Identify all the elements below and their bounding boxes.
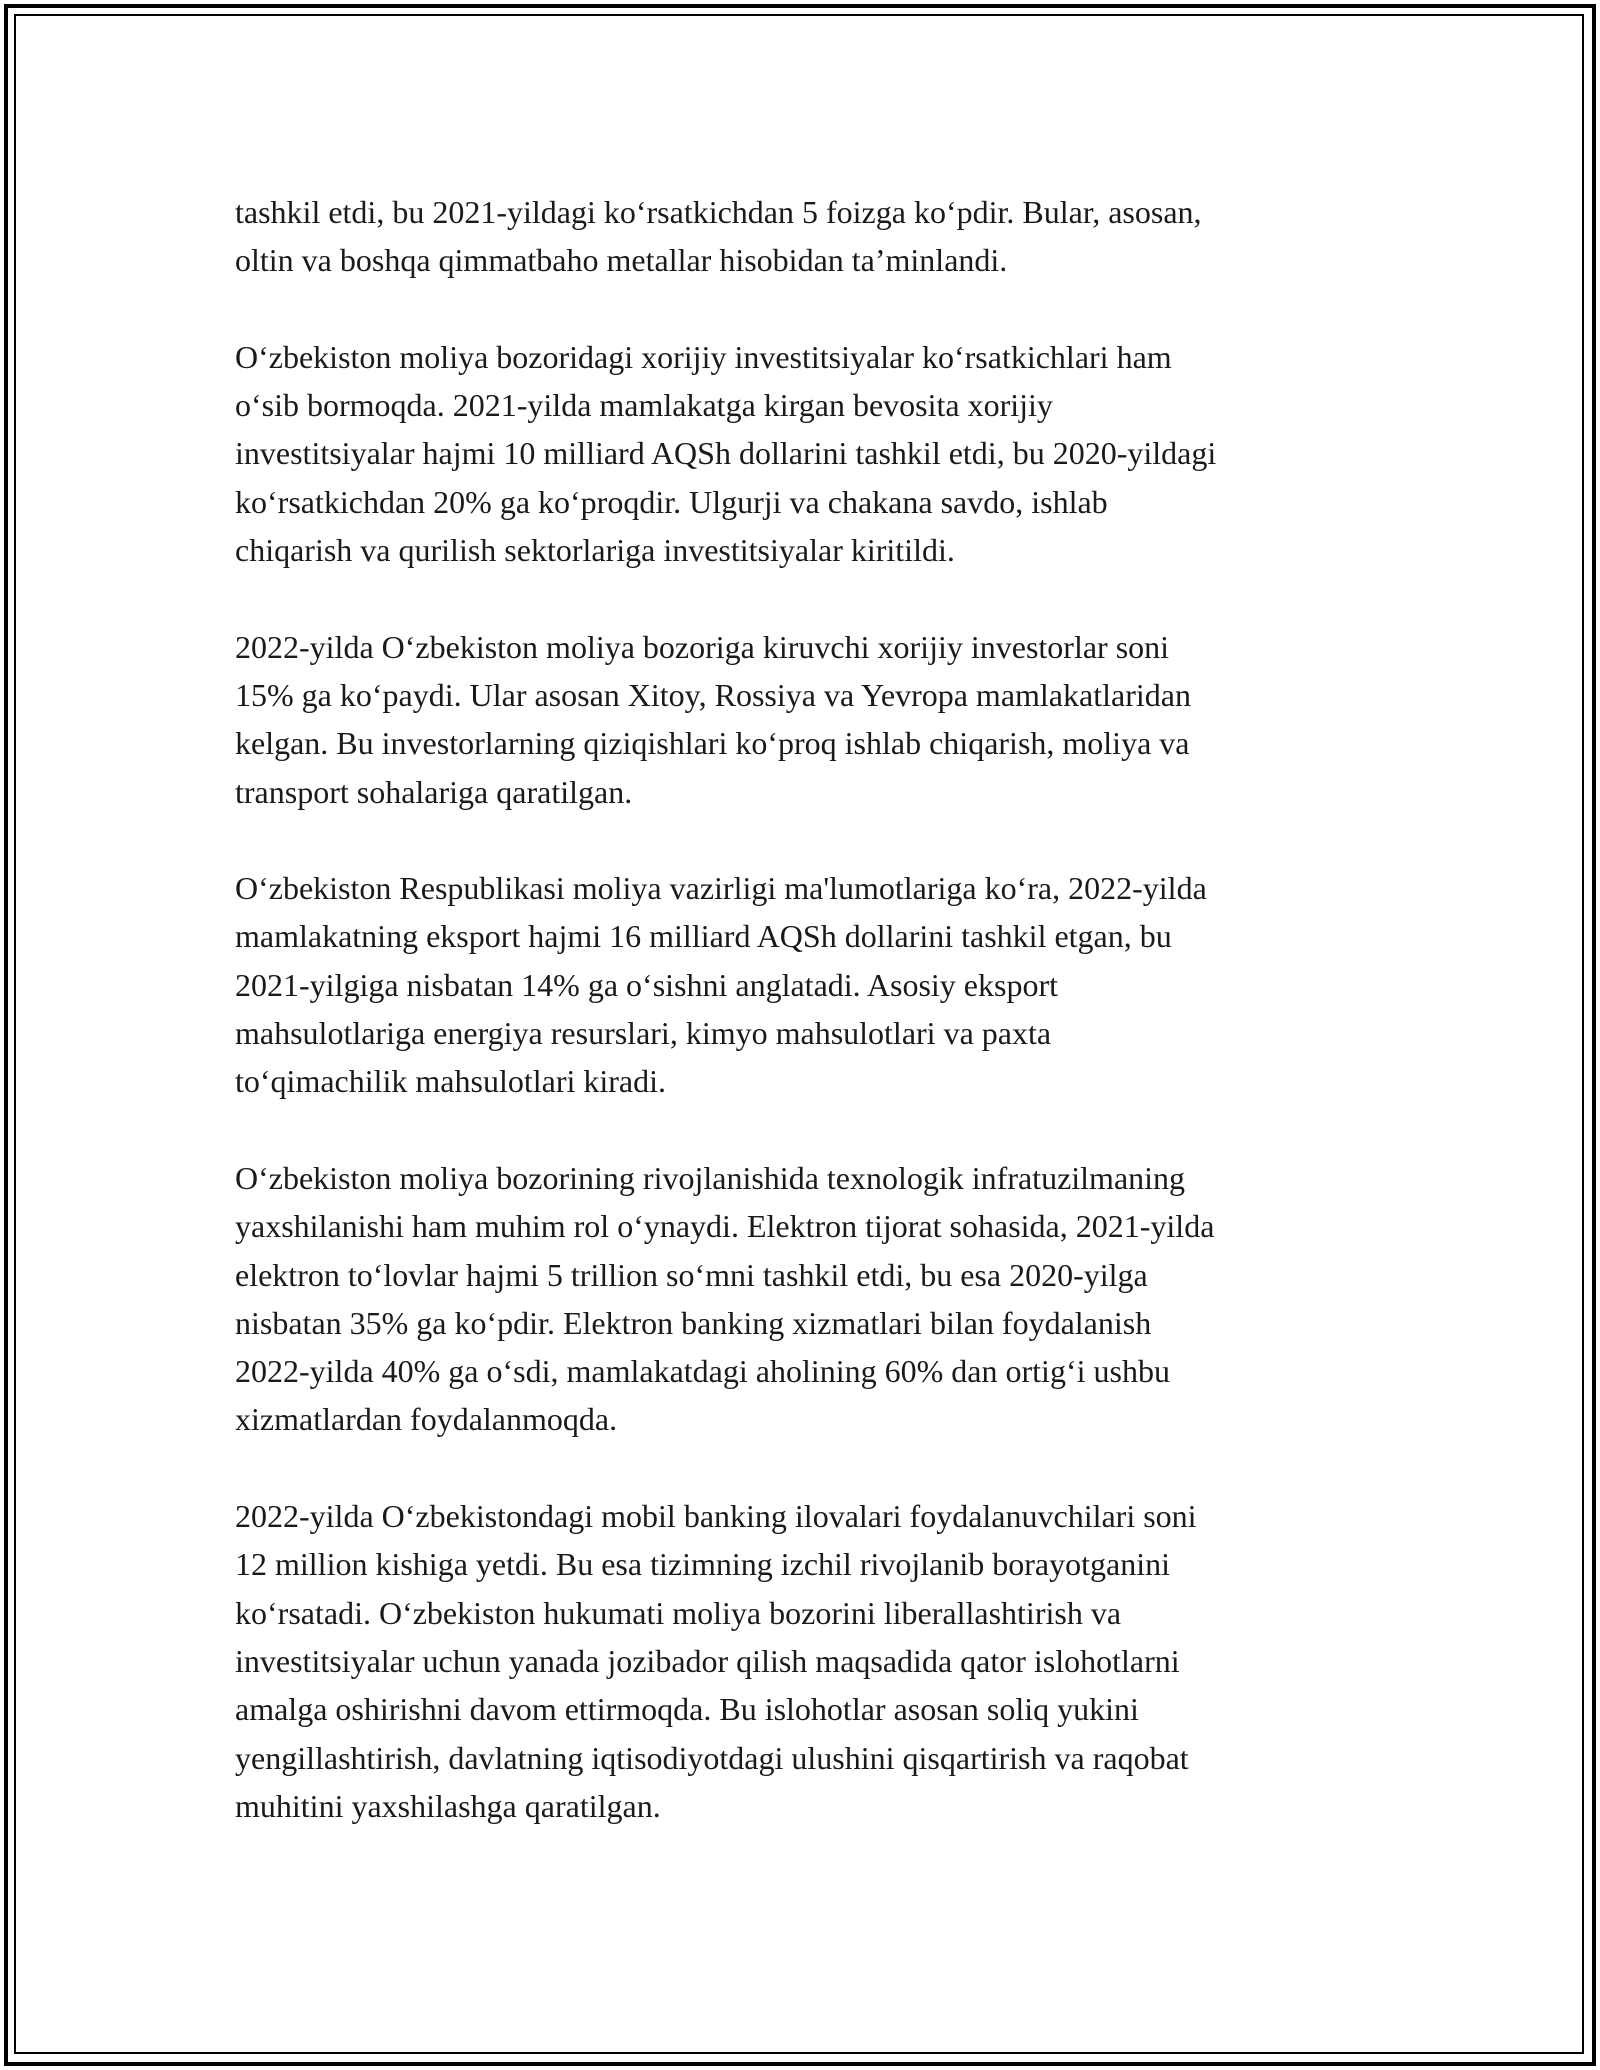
text-line: nisbatan 35% ga koʻpdir. Elektron banking xizmatlari bilan foydalanish (235, 1304, 1152, 1341)
text-line: 12 million kishiga yetdi. Bu esa tizimning izchil rivojlanib borayotganini (235, 1546, 1170, 1583)
text-line: xizmatlardan foydalanmoqda. (235, 1401, 618, 1438)
paragraph-5 (235, 1154, 1365, 1444)
text-line: Oʻzbekiston moliya bozorining rivojlanishida texnologik infratuzilmaning (235, 1159, 1186, 1196)
text-line: mamlakatning eksport hajmi 16 milliard AQSh dollarini tashkil etgan, bu (235, 918, 1172, 955)
text-line: chiqarish va qurilish sektorlariga investitsiyalar kiritildi. (235, 532, 955, 569)
text-line: tashkil etdi, bu 2021-yildagi koʻrsatkichdan 5 foizga koʻpdir. Bular, asosan, (235, 194, 1202, 230)
text-line: oʻsib bormoqda. 2021-yilda mamlakatga kirgan bevosita xorijiy (235, 387, 1053, 424)
text-line: koʻrsatadi. Oʻzbekiston hukumati moliya bozorini liberallashtirish va (235, 1594, 1122, 1631)
paragraph-3 (235, 623, 1365, 816)
text-line: mahsulotlariga energiya resurslari, kimyo mahsulotlari va paxta (235, 1015, 1052, 1052)
text-line: 2022-yilda Oʻzbekiston moliya bozoriga kiruvchi xorijiy investorlar soni (235, 628, 1170, 665)
text-line: Oʻzbekiston Respublikasi moliya vazirligi ma'lumotlariga koʻra, 2022-yilda (235, 870, 1207, 907)
text-line: transport sohalariga qaratilgan. (235, 773, 633, 810)
text-line: Oʻzbekiston moliya bozoridagi xorijiy investitsiyalar koʻrsatkichlari ham (235, 338, 1172, 375)
text-line: elektron toʻlovlar hajmi 5 trillion soʻmni tashkil etdi, bu esa 2020-yilga (235, 1256, 1148, 1293)
text-line: investitsiyalar uchun yanada jozibador qilish maqsadida qator islohotlarni (235, 1642, 1180, 1679)
paragraph-6 (235, 1492, 1365, 1830)
text-line: koʻrsatkichdan 20% ga koʻproqdir. Ulgurji va chakana savdo, ishlab (235, 483, 1108, 520)
text-line: yengillashtirish, davlatning iqtisodiyotdagi ulushini qisqartirish va raqobat (235, 1739, 1189, 1776)
text-line: amalga oshirishni davom ettirmoqda. Bu islohotlar asosan soliq yukini (235, 1691, 1139, 1728)
text-line: yaxshilanishi ham muhim rol oʻynaydi. Elektron tijorat sohasida, 2021-yilda (235, 1208, 1215, 1245)
paragraph-2 (235, 333, 1365, 574)
paragraph-1 (235, 188, 1365, 285)
text-line: 2022-yilda Oʻzbekistondagi mobil banking ilovalari foydalanuvchilari soni (235, 1498, 1197, 1535)
text-line: investitsiyalar hajmi 10 milliard AQSh dollarini tashkil etdi, bu 2020-yildagi (235, 435, 1217, 472)
paragraph-4 (235, 864, 1365, 1105)
text-line: 2021-yilgiga nisbatan 14% ga oʻsishni anglatadi. Asosiy eksport (235, 966, 1058, 1003)
text-line: toʻqimachilik mahsulotlari kiradi. (235, 1063, 667, 1100)
text-line: muhitini yaxshilashga qaratilgan. (235, 1787, 661, 1824)
text-line: 15% ga koʻpaydi. Ular asosan Xitoy, Rossiya va Yevropa mamlakatlaridan (235, 676, 1191, 713)
text-line: kelgan. Bu investorlarning qiziqishlari koʻproq ishlab chiqarish, moliya va (235, 725, 1190, 762)
text-line: oltin va boshqa qimmatbaho metallar hisobidan ta’minlandi. (235, 242, 1008, 279)
document-body (235, 188, 1365, 1878)
text-line: 2022-yilda 40% ga oʻsdi, mamlakatdagi aholining 60% dan ortigʻi ushbu (235, 1353, 1170, 1390)
